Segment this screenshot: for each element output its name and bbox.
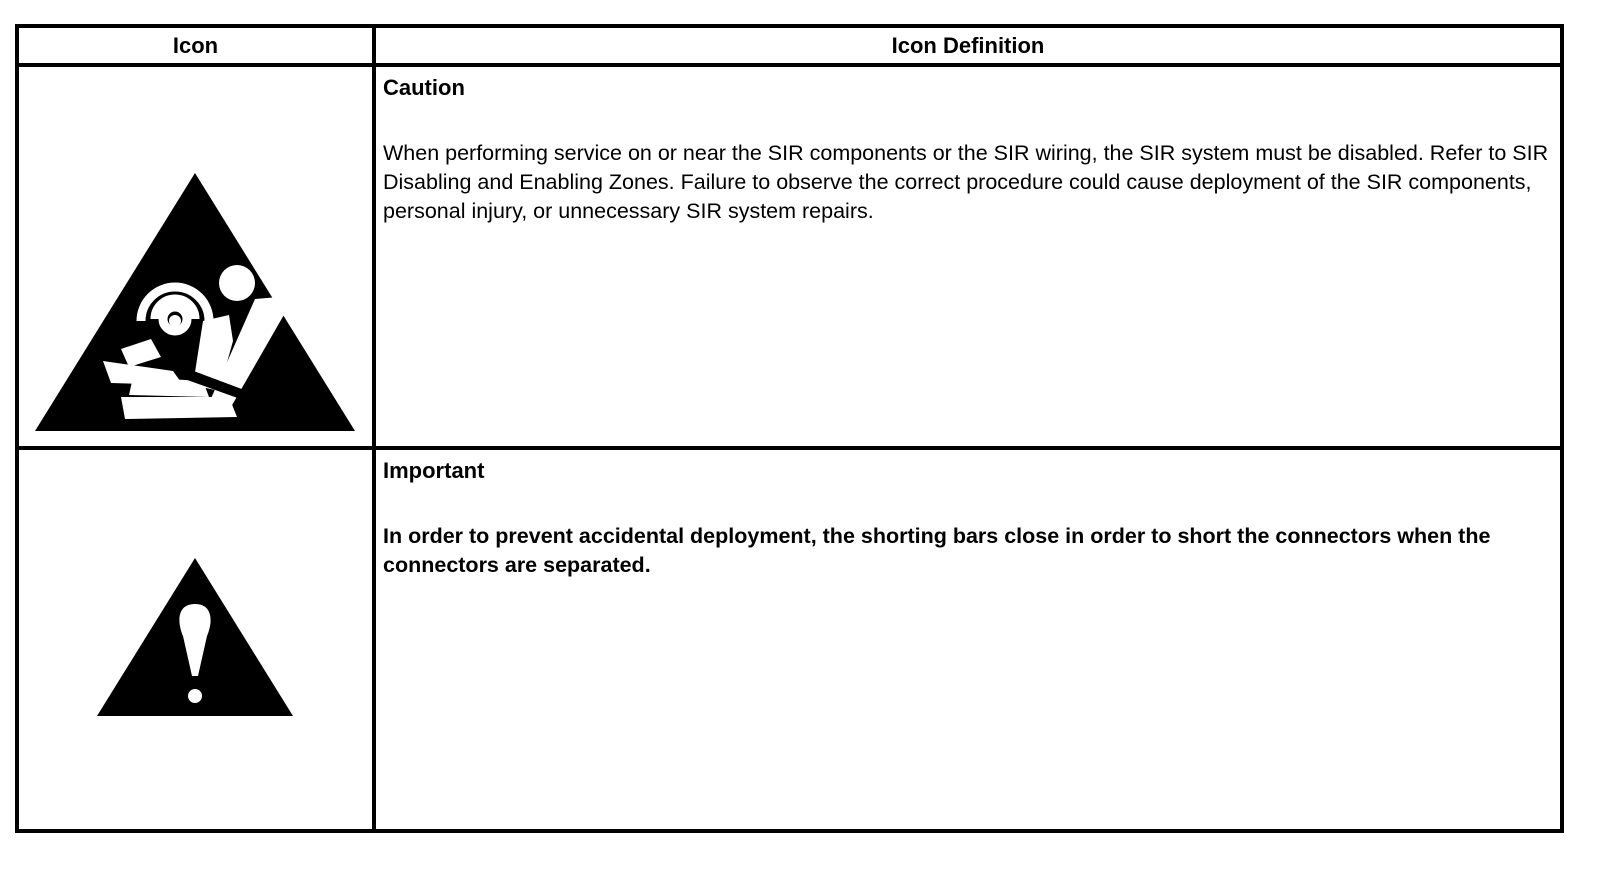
- icon-cell: [17, 65, 374, 448]
- table-row: [17, 448, 1562, 831]
- definition-cell: [374, 65, 1562, 448]
- header-icon-definition: Icon Definition: [374, 26, 1562, 65]
- airbag-caution-icon: [33, 171, 357, 433]
- definition-body: When performing service on or near the SIR components or the SIR wiring, the SIR system must be disabled. Refer to SIR Disabling and Enabling Zones. Failure to observe the correct procedure could cause deployment of the SIR components, personal injury, or unnecessary SIR system repairs.: [383, 141, 1549, 223]
- header-icon: Icon: [17, 26, 374, 65]
- definition-title: Important: [383, 458, 485, 483]
- definition-title: Caution: [383, 75, 465, 100]
- exclamation-warning-icon: [95, 556, 295, 718]
- definition-body: In order to prevent accidental deployment, the shorting bars close in order to short the connectors when the connectors are separated.: [383, 524, 1491, 577]
- table-header-row: [17, 26, 1562, 65]
- definition-cell: [374, 448, 1562, 831]
- icon-definition-table: [15, 24, 1564, 833]
- icon-cell: [17, 448, 374, 831]
- table-row: [17, 65, 1562, 448]
